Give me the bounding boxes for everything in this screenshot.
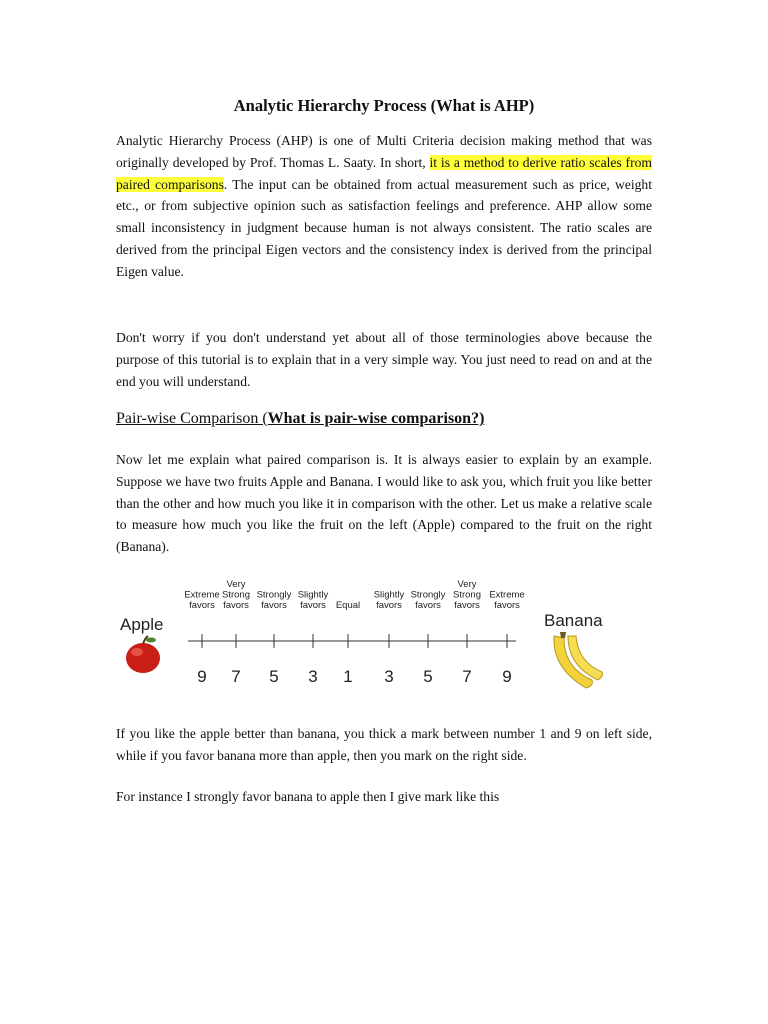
scale-number: 5	[423, 667, 433, 686]
paragraph-reassurance: Don't worry if you don't understand yet about all of those terminologies above because the purpose of this tutorial is to explain that in a very simple way. You just need to read on and at the end you will understand.	[116, 330, 652, 389]
scale-numbers	[197, 667, 511, 686]
scale-label: Slightly	[297, 589, 329, 601]
scale-label: favors	[376, 600, 402, 611]
intro-text-before: Analytic Hierarchy Process (AHP) is one of Multi Criteria decision making method that was originally developed by Prof. Thomas L. Saaty. In short,	[116, 133, 652, 170]
scale-label: Extreme	[489, 589, 525, 601]
highlighted-text: it is a method to derive ratio scales from paired comparisons	[116, 154, 652, 192]
scale-label: Very	[457, 579, 477, 590]
scale-label: favors	[494, 600, 520, 611]
paragraph-intro	[116, 130, 652, 283]
scale-label: Very	[226, 579, 246, 590]
scale-label: Strong	[222, 589, 250, 601]
scale-label: favors	[415, 600, 441, 611]
scale-labels	[184, 579, 524, 611]
page-title: Analytic Hierarchy Process (What is AHP)	[233, 96, 535, 115]
scale-number: 7	[231, 667, 241, 686]
banana-label: Banana	[544, 611, 603, 630]
apple-icon	[126, 636, 160, 673]
paragraph-marking: If you like the apple better than banana, you thick a mark between number 1 and 9 on left side, while if you favor banana more than apple, then you mark on the right side.	[116, 726, 652, 763]
scale-number: 1	[343, 667, 353, 686]
scale-label: favors	[223, 600, 249, 611]
scale-label: Slightly	[373, 589, 405, 601]
section-heading-plain: Pair-wise Comparison (	[116, 410, 268, 427]
scale-number: 5	[269, 667, 279, 686]
paragraph-instance: For instance I strongly favor banana to apple then I give mark like this	[116, 789, 500, 804]
scale-label: Strong	[453, 589, 481, 601]
scale-label: Strongly	[256, 589, 292, 601]
scale-label: favors	[454, 600, 480, 611]
scale-number: 7	[462, 667, 472, 686]
scale-label: Extreme	[184, 589, 220, 601]
scale-number: 3	[308, 667, 318, 686]
scale-label: Strongly	[410, 589, 446, 601]
scale-diagram	[116, 576, 652, 696]
scale-label: favors	[300, 600, 326, 611]
paragraph-example: Now let me explain what paired comparison is. It is always easier to explain by an example. Suppose we have two fruits Apple and Banana. I would like to ask you, which fruit you like better than the other and how much you like it in comparison with the other. Let us make a relative scale to measure how much you like the fruit on the left (Apple) compared to the fruit on the right (Banana).	[116, 452, 652, 555]
scale-label: favors	[261, 600, 287, 611]
scale-number: 9	[502, 667, 512, 686]
apple-label: Apple	[120, 615, 164, 634]
scale-number: 9	[197, 667, 207, 686]
section-heading	[116, 410, 484, 428]
scale-number: 3	[384, 667, 394, 686]
scale-label: favors	[189, 600, 215, 611]
pairwise-scale-figure	[116, 576, 652, 696]
section-heading-bold: What is pair-wise comparison?)	[267, 410, 485, 427]
banana-icon	[554, 632, 603, 688]
intro-text-after: . The input can be obtained from actual measurement such as price, weight etc., or from subjective opinion such as satisfaction feelings and preference. AHP allow some small inconsistency in judgment because human is not always consistent. The ratio scales are derived from the principal Eigen vectors and the consistency index is derived from the principal Eigen value.	[116, 176, 653, 279]
scale-label: Equal	[335, 600, 361, 611]
